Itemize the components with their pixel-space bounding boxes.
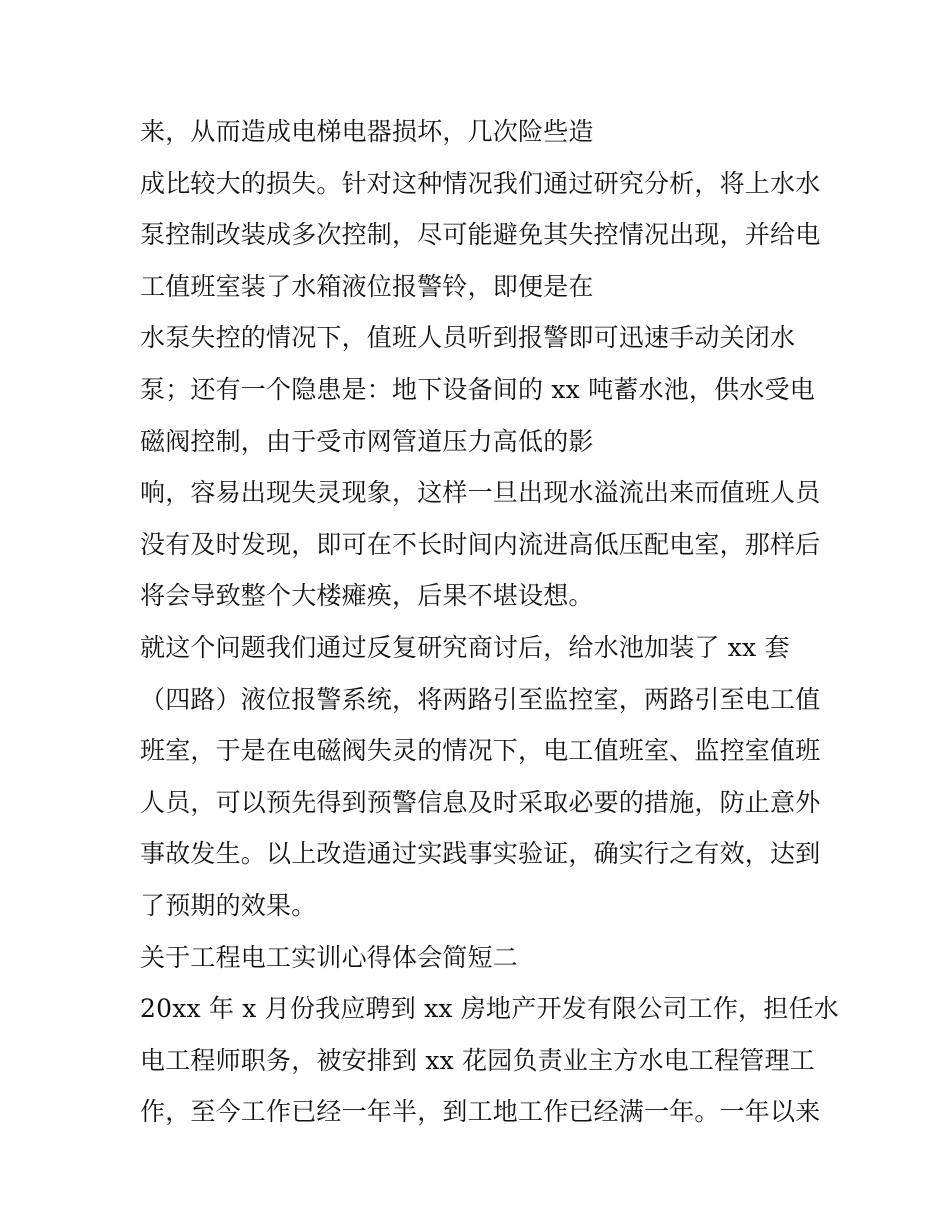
section-heading: 关于工程电工实训心得体会简短二 xyxy=(140,942,519,972)
text-line: 成比较大的损失。针对这种情况我们通过研究分析，将上水水 xyxy=(140,168,821,198)
text-line: 人员，可以预先得到预警信息及时采取必要的措施，防止意外 xyxy=(140,787,821,817)
text-line: 磁阀控制，由于受市网管道压力高低的影 xyxy=(140,426,594,456)
text-line: 班室，于是在电磁阀失灵的情况下，电工值班室、监控室值班 xyxy=(140,736,821,766)
text-line: 泵控制改装成多次控制，尽可能避免其失控情况出现，并给电 xyxy=(140,220,821,250)
text-line: 将会导致整个大楼瘫痪，后果不堪设想。 xyxy=(140,581,594,611)
text-line: 响，容易出现失灵现象，这样一旦出现水溢流出来而值班人员 xyxy=(140,478,821,508)
text-line: （四路）液位报警系统，将两路引至监控室，两路引至电工值 xyxy=(140,684,821,714)
text-line: 电工程师职务，被安排到 xx 花园负责业主方水电工程管理工 xyxy=(140,1045,815,1075)
document-body xyxy=(140,106,839,1138)
text-line: 水泵失控的情况下，值班人员听到报警即可迅速手动关闭水 xyxy=(140,323,796,353)
text-line: 工值班室装了水箱液位报警铃，即便是在 xyxy=(140,271,594,301)
text-line: 作，至今工作已经一年半，到工地工作已经满一年。一年以来 xyxy=(140,1097,821,1127)
text-line: 就这个问题我们通过反复研究商讨后，给水池加装了 xx 套 xyxy=(140,632,790,662)
text-line: 没有及时发现，即可在不长时间内流进高低压配电室，那样后 xyxy=(140,529,821,559)
text-line: 了预期的效果。 xyxy=(140,890,317,920)
text-line: 20xx 年 x 月份我应聘到 xx 房地产开发有限公司工作，担任水 xyxy=(140,994,839,1024)
text-line: 泵；还有一个隐患是：地下设备间的 xx 吨蓄水池，供水受电 xyxy=(140,374,815,404)
text-line: 来，从而造成电梯电器损坏，几次险些造 xyxy=(140,117,594,146)
text-line: 事故发生。以上改造通过实践事实验证，确实行之有效，达到 xyxy=(140,839,821,869)
